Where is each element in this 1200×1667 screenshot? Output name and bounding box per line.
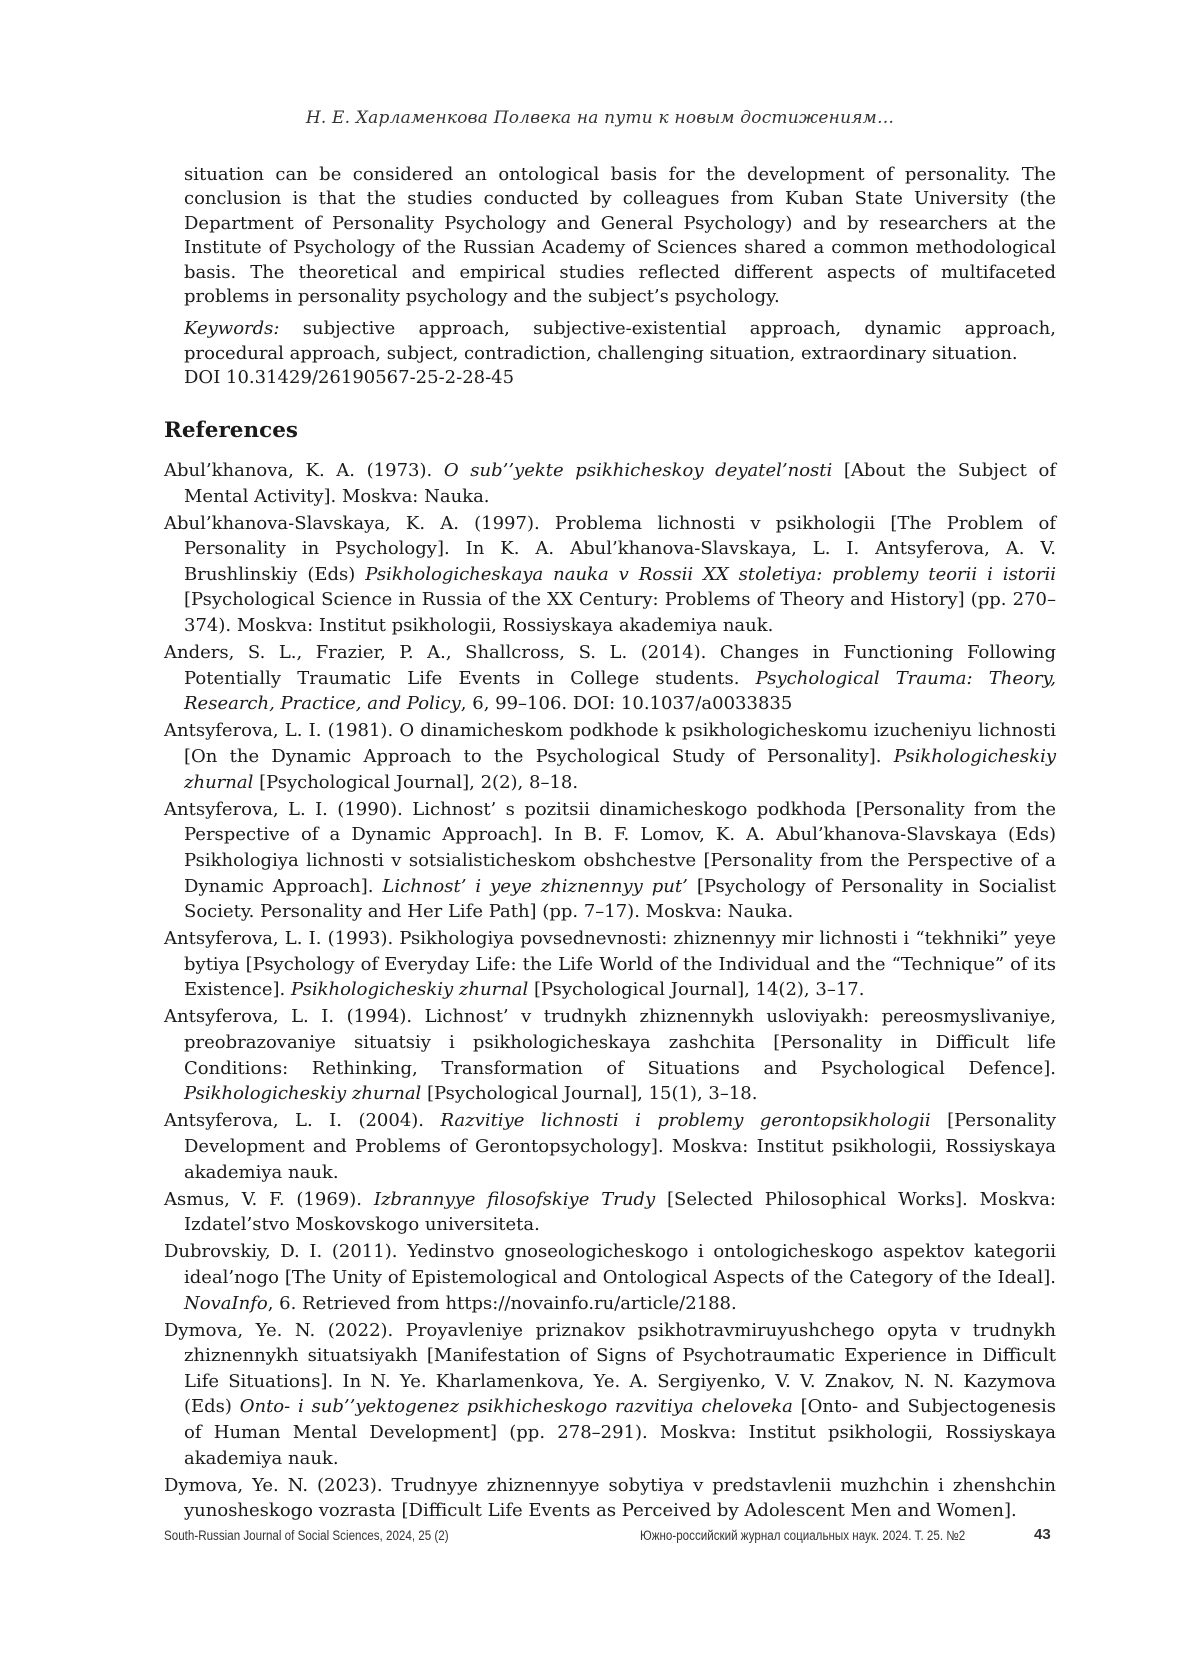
abstract-text: situation can be considered an ontological basis for the development of personality. The conclusion is that the studies conducted by colleagues from Kuban State University (the Department of Personality Psychology and General Psychology) and by researchers at the Institute of Psychology of the Russian Academy of Sciences shared a common methodological basis. The theoretical and empirical studies reflected different aspects of multifaceted problems in personality psychology and the subject’s psychology. xyxy=(184,164,1056,308)
footer-journal-ru: Южно-российский журнал социальных наук. 2024. Т. 25. №2 xyxy=(640,1528,966,1543)
reference-item: Asmus, V. F. (1969). Izbrannyye filosofskiye Trudy [Selected Philosophical Works]. Moskva: Izdatel’stvo Moskovskogo universiteta. xyxy=(164,1188,1056,1236)
reference-item: Dymova, Ye. N. (2023). Trudnyye zhiznennyye sobytiya v predstavlenii muzhchin i zhenshchin yunosheskogo vozrasta [Difficult Life Events as Perceived by Adolescent Men and Women]. xyxy=(164,1474,1056,1522)
reference-item: Dubrovskiy, D. I. (2011). Yedinstvo gnoseologicheskogo i ontologicheskogo aspektov kategorii ideal’nogo [The Unity of Epistemological and Ontological Aspects of the Category of the Ideal]. NovaInfo, 6. Retrieved from https://novainfo.ru/article/2188. xyxy=(164,1241,1056,1314)
reference-item: Antsyferova, L. I. (1990). Lichnost’ s pozitsii dinamicheskogo podkhoda [Personality from the Perspective of a Dynamic Approach]. In B. F. Lomov, K. A. Abul’khanova-Slavskaya (Eds) Psikhologiya lichnosti v sotsialisticheskom obshchestve [Personality from the Perspective of a Dynamic Approach]. Lichnost’ i yeye zhiznennyy put’ [Psychology of Personality in Socialist Society. Personality and Her Life Path] (pp. 7–17). Moskva: Nauka. xyxy=(164,798,1056,923)
reference-item: Abul’khanova-Slavskaya, K. A. (1997). Problema lichnosti v psikhologii [The Problem of Personality in Psychology]. In K. A. Abul’khanova-Slavskaya, L. I. Antsyferova, A. V. Brushlinskiy (Eds) Psikhologicheskaya nauka v Rossii XX stoletiya: problemy teorii i istorii [Psychological Science in Russia of the XX Century: Problems of Theory and History] (pp. 270–374). Moskva: Institut psikhologii, Rossiyskaya akademiya nauk. xyxy=(164,512,1056,637)
reference-item: Antsyferova, L. I. (1994). Lichnost’ v trudnykh zhiznennykh usloviyakh: pereosmyslivaniye, preobrazovaniye situatsiy i psikhologicheskaya zashchita [Personality in Difficult life Conditions: Rethinking, Transformation of Situations and Psychological Defence]. Psikhologicheskiy zhurnal [Psychological Journal], 15(1), 3–18. xyxy=(164,1006,1056,1105)
page-number: 43 xyxy=(1034,1526,1051,1543)
reference-item: Antsyferova, L. I. (2004). Razvitiye lichnosti i problemy gerontopsikhologii [Personality Development and Problems of Gerontopsychology]. Moskva: Institut psikhologii, Rossiyskaya akademiya nauk. xyxy=(164,1110,1056,1183)
footer-journal-en: South-Russian Journal of Social Sciences, 2024, 25 (2) xyxy=(164,1528,449,1543)
running-header: Н. Е. Харламенкова Полвека на пути к новым достижениям… xyxy=(305,108,895,128)
reference-item: Abul’khanova, K. A. (1973). O sub’’yekte psikhicheskoy deyatel’nosti [About the Subject of Mental Activity]. Moskva: Nauka. xyxy=(164,460,1056,507)
reference-item: Anders, S. L., Frazier, P. A., Shallcross, S. L. (2014). Changes in Functioning Following Potentially Traumatic Life Events in College students. Psychological Trauma: Theory, Research, Practice, and Policy, 6, 99–106. DOI: 10.1037/a0033835 xyxy=(164,642,1056,715)
keywords-label: Keywords: xyxy=(184,318,280,340)
reference-item: Dymova, Ye. N. (2022). Proyavleniye priznakov psikhotravmiruyushchego opyta v trudnykh zhiznennykh situatsiyakh [Manifestation of Signs of Psychotraumatic Experience in Difficult Life Situations]. In N. Ye. Kharlamenkova, Ye. A. Sergiyenko, V. V. Znakov, N. N. Kazymova (Eds) Onto- i sub’’yektogenez psikhicheskogo razvitiya cheloveka [Onto- and Subjectogenesis of Human Mental Development] (pp. 278–291). Moskva: Institut psikhologii, Rossiyskaya akademiya nauk. xyxy=(164,1319,1056,1469)
keywords xyxy=(184,317,1056,366)
reference-item: Antsyferova, L. I. (1993). Psikhologiya povsednevnosti: zhiznennyy mir lichnosti i “tekhniki” yeye bytiya [Psychology of Everyday Life: the Life World of the Individual and the “Technique” of its Existence]. Psikhologicheskiy zhurnal [Psychological Journal], 14(2), 3–17. xyxy=(164,928,1056,1001)
references-heading: References xyxy=(164,418,298,443)
doi: DOI 10.31429/26190567-25-2-28-45 xyxy=(184,367,515,389)
reference-item: Antsyferova, L. I. (1981). O dinamicheskom podkhode k psikhologicheskomu izucheniyu lichnosti [On the Dynamic Approach to the Psychological Study of Personality]. Psikhologicheskiy zhurnal [Psychological Journal], 2(2), 8–18. xyxy=(164,720,1056,793)
abstract xyxy=(184,163,1056,391)
keywords-text: subjective approach, subjective-existential approach, dynamic approach, procedural approach, subject, contradiction, challenging situation, extraordinary situation. xyxy=(184,318,1056,364)
references-list xyxy=(164,458,1056,1525)
